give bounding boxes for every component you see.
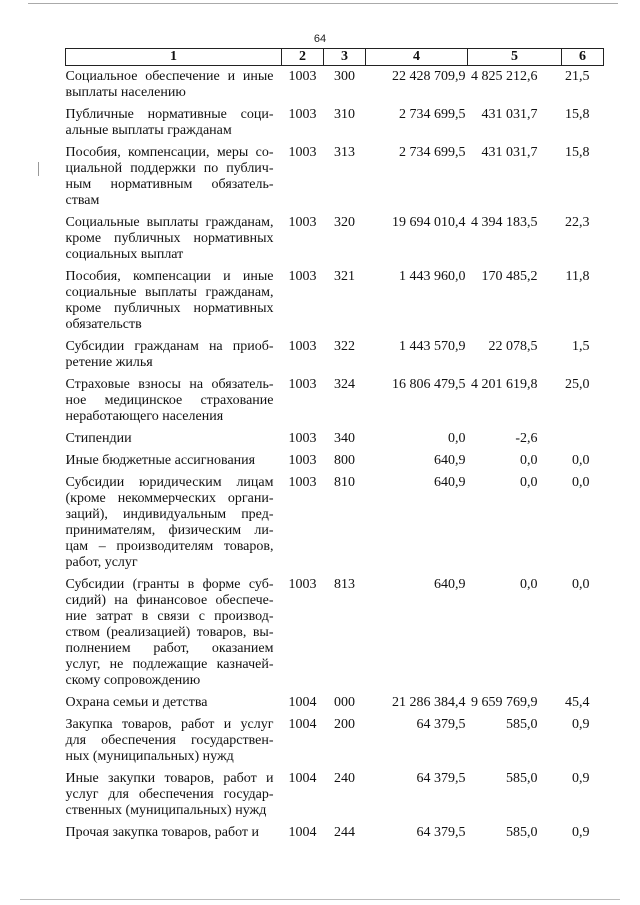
row-title — [66, 771, 282, 825]
expense-code: 313 — [334, 145, 355, 160]
row-title-line: для обеспечения государствен- — [65, 733, 274, 748]
section-code: 1004 — [288, 717, 317, 732]
table-row — [66, 825, 604, 847]
execution-percent: 0,0 — [572, 453, 590, 468]
execution-percent: 25,0 — [565, 377, 590, 392]
planned-value: 640,9 — [434, 577, 466, 592]
row-title — [66, 717, 282, 771]
row-title-line: Закупка товаров, работ и услуг — [65, 717, 274, 732]
table-header — [66, 49, 604, 66]
table-row — [66, 577, 604, 695]
executed-value: 0,0 — [520, 475, 538, 490]
planned-value: 2 734 699,5 — [399, 145, 466, 160]
header-col-4: 4 — [366, 49, 468, 66]
executed-value: 170 485,2 — [481, 269, 538, 284]
row-title-line: полнением работ, оказанием — [65, 641, 274, 656]
planned-value: 1 443 960,0 — [399, 269, 466, 284]
planned-value: 21 286 384,4 — [392, 695, 466, 710]
executed-value: 431 031,7 — [481, 107, 538, 122]
section-code: 1004 — [288, 695, 317, 710]
row-title-line: Субсидии гражданам на приоб- — [65, 339, 274, 354]
row-title-line: скому сопровождению — [65, 673, 201, 688]
expense-code: 240 — [334, 771, 355, 786]
section-code: 1003 — [288, 431, 317, 446]
section-code: 1003 — [288, 577, 317, 592]
row-title-line: (кроме некоммерческих органи- — [65, 491, 274, 506]
row-title — [66, 107, 282, 145]
section-code: 1003 — [288, 215, 317, 230]
executed-value: 585,0 — [506, 825, 538, 840]
scan-margin-mark — [38, 162, 39, 176]
executed-value: 585,0 — [506, 717, 538, 732]
table-row — [66, 771, 604, 825]
execution-percent: 0,0 — [572, 577, 590, 592]
row-title — [66, 825, 282, 847]
header-col-1: 1 — [66, 49, 282, 66]
planned-value: 64 379,5 — [416, 771, 466, 786]
planned-value: 16 806 479,5 — [392, 377, 466, 392]
row-title-line: ствам — [65, 193, 100, 208]
row-title-line: цам – производителям товаров, — [65, 539, 274, 554]
row-title — [66, 339, 282, 377]
expense-code: 810 — [334, 475, 355, 490]
row-title-line: сидий) на финансовое обеспече- — [65, 593, 274, 608]
row-title-line: социальные выплаты гражданам, — [65, 285, 274, 300]
section-code: 1003 — [288, 69, 317, 84]
table-row — [66, 453, 604, 475]
row-title-line: Субсидии юридическим лицам — [65, 475, 274, 490]
row-title-line: услуг для обеспечения государ- — [65, 787, 274, 802]
executed-value: 4 825 212,6 — [471, 69, 538, 84]
row-title-line: ным нормативным обязатель- — [65, 177, 274, 192]
row-title-line: Публичные нормативные соци- — [65, 107, 274, 122]
table-row — [66, 66, 604, 108]
row-title-line: Иные закупки товаров, работ и — [65, 771, 274, 786]
row-title — [66, 475, 282, 577]
row-title-line: Стипендии — [65, 431, 132, 446]
expense-code: 813 — [334, 577, 355, 592]
budget-table — [65, 48, 604, 847]
table-row — [66, 717, 604, 771]
row-title — [66, 377, 282, 431]
row-title-line: Охрана семьи и детства — [65, 695, 208, 710]
row-title-line: Пособия, компенсации, меры со- — [65, 145, 274, 160]
table-body — [66, 66, 604, 848]
executed-value: 0,0 — [520, 453, 538, 468]
header-col-5: 5 — [468, 49, 562, 66]
row-title-line: ственных (муниципальных) нужд — [65, 803, 267, 818]
row-title-line: неработающего населения — [65, 409, 224, 424]
row-title-line: Страховые взносы на обязатель- — [65, 377, 274, 392]
planned-value: 640,9 — [434, 453, 466, 468]
executed-value: 22 078,5 — [488, 339, 538, 354]
row-title-line: ное медицинское страхование — [65, 393, 274, 408]
table-row — [66, 107, 604, 145]
row-title — [66, 66, 282, 108]
section-code: 1004 — [288, 771, 317, 786]
table-row — [66, 145, 604, 215]
table-row — [66, 475, 604, 577]
table-row — [66, 377, 604, 431]
expense-code: 320 — [334, 215, 355, 230]
header-col-2: 2 — [282, 49, 324, 66]
section-code: 1003 — [288, 377, 317, 392]
execution-percent: 0,9 — [572, 717, 590, 732]
table-row — [66, 269, 604, 339]
planned-value: 640,9 — [434, 475, 466, 490]
scan-edge-top — [28, 3, 618, 4]
expense-code: 321 — [334, 269, 355, 284]
executed-value: 4 394 183,5 — [471, 215, 538, 230]
expense-code: 310 — [334, 107, 355, 122]
planned-value: 19 694 010,4 — [392, 215, 466, 230]
expense-code: 000 — [334, 695, 355, 710]
table-row — [66, 431, 604, 453]
row-title — [66, 269, 282, 339]
planned-value: 64 379,5 — [416, 825, 466, 840]
expense-code: 324 — [334, 377, 355, 392]
row-title-line: Социальные выплаты гражданам, — [65, 215, 274, 230]
table-row — [66, 695, 604, 717]
execution-percent: 15,8 — [565, 107, 590, 122]
page-number: 64 — [313, 33, 327, 45]
row-title — [66, 431, 282, 453]
planned-value: 1 443 570,9 — [399, 339, 466, 354]
header-row — [66, 49, 604, 66]
expense-code: 300 — [334, 69, 355, 84]
section-code: 1003 — [288, 145, 317, 160]
row-title-line: Пособия, компенсации и иные — [65, 269, 274, 284]
row-title — [66, 577, 282, 695]
row-title-line: социальных выплат — [65, 247, 184, 262]
row-title-line: альные выплаты гражданам — [65, 123, 232, 138]
row-title-line: Субсидии (гранты в форме суб- — [65, 577, 274, 592]
execution-percent: 0,9 — [572, 825, 590, 840]
execution-percent: 0,9 — [572, 771, 590, 786]
execution-percent: 0,0 — [572, 475, 590, 490]
row-title-line: ных (муниципальных) нужд — [65, 749, 234, 764]
row-title-line: циальной поддержки по публич- — [65, 161, 274, 176]
execution-percent: 21,5 — [565, 69, 590, 84]
section-code: 1003 — [288, 475, 317, 490]
row-title-line: кроме публичных нормативных — [65, 231, 274, 246]
execution-percent — [562, 431, 604, 453]
execution-percent: 11,8 — [565, 269, 590, 284]
expense-code: 200 — [334, 717, 355, 732]
row-title — [66, 695, 282, 717]
expense-code: 322 — [334, 339, 355, 354]
executed-value: 9 659 769,9 — [471, 695, 538, 710]
row-title-line: Иные бюджетные ассигнования — [65, 453, 256, 468]
section-code: 1003 — [288, 453, 317, 468]
row-title-line: выплаты населению — [65, 85, 186, 100]
row-title-line: заций), индивидуальным пред- — [65, 507, 274, 522]
header-col-6: 6 — [562, 49, 604, 66]
executed-value: 585,0 — [506, 771, 538, 786]
row-title — [66, 453, 282, 475]
table-row — [66, 339, 604, 377]
row-title — [66, 215, 282, 269]
section-code: 1003 — [288, 107, 317, 122]
expense-code: 340 — [334, 431, 355, 446]
section-code: 1003 — [288, 339, 317, 354]
executed-value: 0,0 — [520, 577, 538, 592]
executed-value: 4 201 619,8 — [471, 377, 538, 392]
execution-percent: 22,3 — [565, 215, 590, 230]
table-row — [66, 215, 604, 269]
row-title-line: принимателям, физическим ли- — [65, 523, 274, 538]
expense-code: 800 — [334, 453, 355, 468]
row-title-line: ретение жилья — [65, 355, 153, 370]
executed-value: 431 031,7 — [481, 145, 538, 160]
row-title-line: услуг, не подлежащие казначей- — [65, 657, 274, 672]
planned-value: 22 428 709,9 — [392, 69, 466, 84]
execution-percent: 45,4 — [565, 695, 590, 710]
section-code: 1003 — [288, 269, 317, 284]
row-title — [66, 145, 282, 215]
planned-value: 0,0 — [448, 431, 466, 446]
planned-value: 64 379,5 — [416, 717, 466, 732]
scan-edge-bottom — [20, 899, 620, 900]
row-title-line: работ, услуг — [65, 555, 138, 570]
planned-value: 2 734 699,5 — [399, 107, 466, 122]
row-title-line: ством (реализацией) товаров, вы- — [65, 625, 274, 640]
executed-value: -2,6 — [515, 431, 538, 446]
execution-percent: 1,5 — [572, 339, 590, 354]
expense-code: 244 — [334, 825, 355, 840]
row-title-line: Прочая закупка товаров, работ и — [65, 825, 260, 840]
row-title-line: ние затрат в связи с производ- — [65, 609, 274, 624]
row-title-line: Социальное обеспечение и иные — [65, 69, 274, 84]
section-code: 1004 — [288, 825, 317, 840]
execution-percent: 15,8 — [565, 145, 590, 160]
row-title-line: обязательств — [65, 317, 142, 332]
row-title-line: кроме публичных нормативных — [65, 301, 274, 316]
header-col-3: 3 — [324, 49, 366, 66]
